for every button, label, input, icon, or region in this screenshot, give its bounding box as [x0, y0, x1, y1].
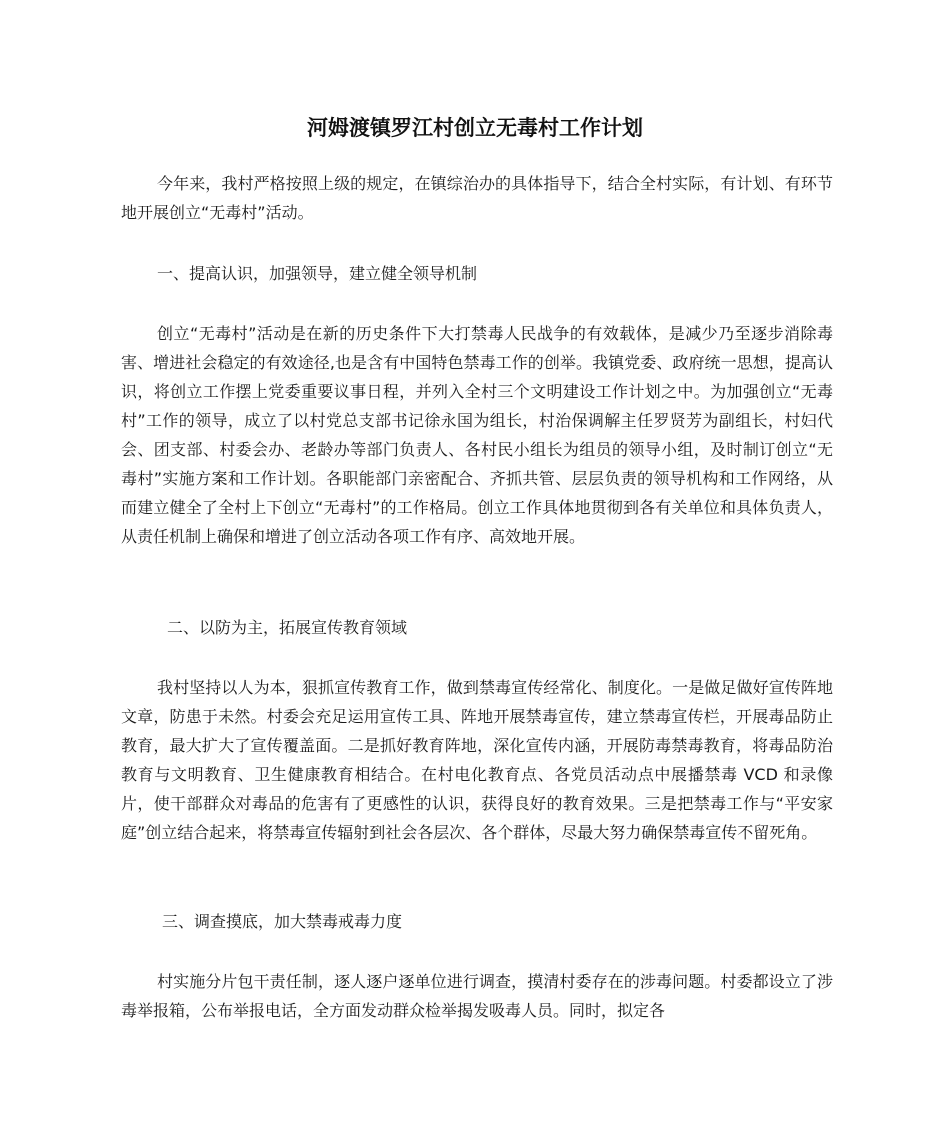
section-2-heading: 二、以防为主，拓展宣传教育领域 [167, 618, 408, 637]
section-2-body: 我村坚持以人为本，狠抓宣传教育工作，做到禁毒宣传经常化、制度化。一是做足做好宣传阵地文章，防患于未然。村委会充足运用宣传工具、阵地开展禁毒宣传，建立禁毒宣传栏，开展毒品防止教育，最大扩大了宣传覆盖面。二是抓好教育阵地，深化宣传内涵，开展防毒禁毒教育，将毒品防治教育与文明教育、卫生健康教育相结合。在村电化教育点、各党员活动点中展播禁毒 VCD 和录像片，使干部群众对毒品的危害有了更感性的认识，获得良好的教育效果。三是把禁毒工作与“平安家庭”创立结合起来，将禁毒宣传辐射到社会各层次、各个群体，尽最大努力确保禁毒宣传不留死角。 [121, 678, 833, 842]
intro-paragraph: 今年来，我村严格按照上级的规定，在镇综治办的具体指导下，结合全村实际，有计划、有环节地开展创立“无毒村”活动。 [121, 174, 833, 222]
section-3-heading: 三、调查摸底，加大禁毒戒毒力度 [162, 912, 403, 931]
document-title: 河姆渡镇罗江村创立无毒村工作计划 [307, 116, 643, 141]
section-1-heading: 一、提高认识，加强领导，建立健全领导机制 [157, 264, 478, 283]
section-1-body: 创立“无毒村”活动是在新的历史条件下大打禁毒人民战争的有效载体，是减少乃至逐步消除毒害、增进社会稳定的有效途径,也是含有中国特色禁毒工作的创举。我镇党委、政府统一思想，提高认识，将创立工作摆上党委重要议事日程，并列入全村三个文明建设工作计划之中。为加强创立“无毒村”工作的领导，成立了以村党总支部书记徐永国为组长，村治保调解主任罗贤芳为副组长，村妇代会、团支部、村委会办、老龄办等部门负责人、各村民小组长为组员的领导小组，及时制订创立“无毒村”实施方案和工作计划。各职能部门亲密配合、齐抓共管、层层负责的领导机构和工作网络，从而建立健全了全村上下创立“无毒村”的工作格局。创立工作具体地贯彻到各有关单位和具体负责人，从责任机制上确保和增进了创立活动各项工作有序、高效地开展。 [121, 324, 833, 546]
section-3-body: 村实施分片包干责任制，逐人逐户逐单位进行调查，摸清村委存在的涉毒问题。村委都设立了涉毒举报箱，公布举报电话，全方面发动群众检举揭发吸毒人员。同时，拟定各 [121, 972, 833, 1020]
